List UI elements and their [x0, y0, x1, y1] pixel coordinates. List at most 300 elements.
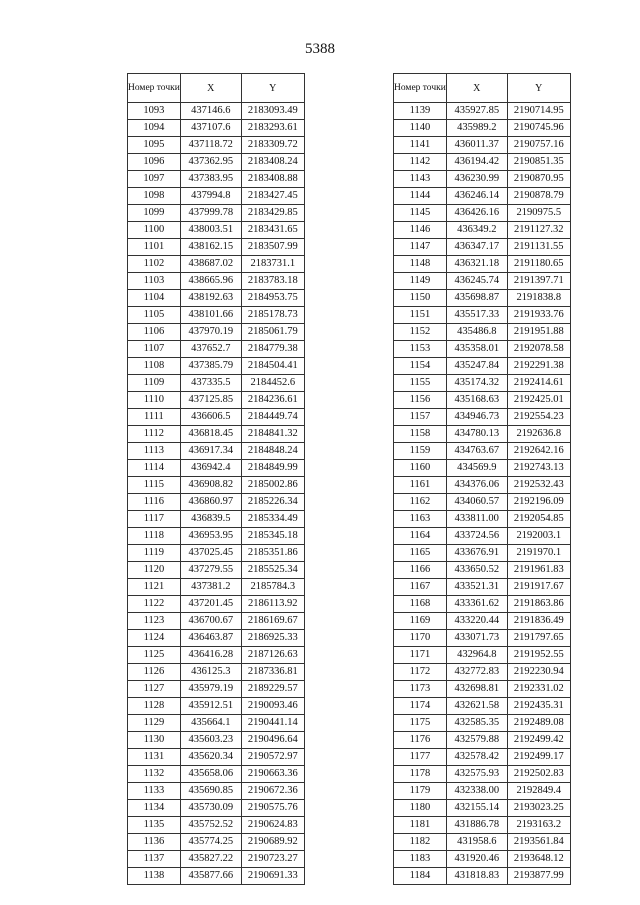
- cell-y: 2192554.23: [507, 409, 570, 426]
- cell-point-number: 1166: [394, 562, 447, 579]
- cell-y: 2193648.12: [507, 851, 570, 868]
- cell-x: 433811.00: [446, 511, 507, 528]
- cell-x: 436860.97: [180, 494, 241, 511]
- cell-point-number: 1152: [394, 324, 447, 341]
- table-header-row: [394, 74, 571, 103]
- cell-x: 437025.45: [180, 545, 241, 562]
- cell-y: 2191397.71: [507, 273, 570, 290]
- cell-y: 2187336.81: [241, 664, 304, 681]
- cell-y: 2191797.65: [507, 630, 570, 647]
- cell-y: 2183507.99: [241, 239, 304, 256]
- cell-x: 435168.63: [446, 392, 507, 409]
- cell-point-number: 1126: [128, 664, 181, 681]
- cell-y: 2190575.76: [241, 800, 304, 817]
- table-row: [394, 477, 571, 494]
- cell-point-number: 1136: [128, 834, 181, 851]
- cell-y: 2183783.18: [241, 273, 304, 290]
- table-row: [128, 579, 305, 596]
- cell-y: 2190851.35: [507, 154, 570, 171]
- cell-x: 436426.16: [446, 205, 507, 222]
- cell-y: 2184236.61: [241, 392, 304, 409]
- cell-x: 435247.84: [446, 358, 507, 375]
- table-row: [394, 443, 571, 460]
- table-row: [394, 817, 571, 834]
- cell-y: 2184848.24: [241, 443, 304, 460]
- cell-point-number: 1143: [394, 171, 447, 188]
- cell-point-number: 1157: [394, 409, 447, 426]
- cell-x: 432964.8: [446, 647, 507, 664]
- cell-x: 436321.18: [446, 256, 507, 273]
- table-row: [128, 239, 305, 256]
- cell-point-number: 1153: [394, 341, 447, 358]
- table-row: [394, 783, 571, 800]
- cell-x: 437107.6: [180, 120, 241, 137]
- table-row: [394, 426, 571, 443]
- cell-x: 435730.09: [180, 800, 241, 817]
- cell-y: 2193561.84: [507, 834, 570, 851]
- table-row: [394, 511, 571, 528]
- cell-y: 2192502.83: [507, 766, 570, 783]
- header-x: X: [446, 74, 507, 103]
- cell-point-number: 1174: [394, 698, 447, 715]
- cell-point-number: 1108: [128, 358, 181, 375]
- cell-point-number: 1142: [394, 154, 447, 171]
- table-row: [394, 137, 571, 154]
- table-row: [394, 681, 571, 698]
- cell-point-number: 1099: [128, 205, 181, 222]
- cell-y: 2183408.88: [241, 171, 304, 188]
- cell-y: 2191970.1: [507, 545, 570, 562]
- cell-x: 436230.99: [446, 171, 507, 188]
- table-header-row: [128, 74, 305, 103]
- table-row: [128, 205, 305, 222]
- table-row: [394, 171, 571, 188]
- cell-point-number: 1138: [128, 868, 181, 885]
- table-row: [128, 222, 305, 239]
- cell-y: 2183293.61: [241, 120, 304, 137]
- cell-y: 2190441.14: [241, 715, 304, 732]
- table-row: [394, 290, 571, 307]
- table-row: [128, 120, 305, 137]
- table-row: [394, 154, 571, 171]
- cell-x: 436246.14: [446, 188, 507, 205]
- cell-point-number: 1127: [128, 681, 181, 698]
- cell-x: 437146.6: [180, 103, 241, 120]
- cell-point-number: 1106: [128, 324, 181, 341]
- table-row: [128, 834, 305, 851]
- cell-y: 2192532.43: [507, 477, 570, 494]
- cell-point-number: 1128: [128, 698, 181, 715]
- cell-point-number: 1115: [128, 477, 181, 494]
- cell-point-number: 1116: [128, 494, 181, 511]
- cell-point-number: 1112: [128, 426, 181, 443]
- cell-x: 437383.95: [180, 171, 241, 188]
- cell-point-number: 1158: [394, 426, 447, 443]
- table-row: [128, 443, 305, 460]
- cell-y: 2190975.5: [507, 205, 570, 222]
- table-row: [394, 868, 571, 885]
- cell-y: 2184504.41: [241, 358, 304, 375]
- cell-x: 436953.95: [180, 528, 241, 545]
- table-row: [128, 188, 305, 205]
- cell-x: 432155.14: [446, 800, 507, 817]
- header-point-number: Номер точки: [394, 74, 447, 103]
- cell-point-number: 1104: [128, 290, 181, 307]
- cell-y: 2186113.92: [241, 596, 304, 613]
- cell-x: 435690.85: [180, 783, 241, 800]
- cell-x: 436917.34: [180, 443, 241, 460]
- cell-y: 2191836.49: [507, 613, 570, 630]
- table-body-left: [128, 103, 305, 885]
- cell-y: 2185334.49: [241, 511, 304, 528]
- cell-x: 438003.51: [180, 222, 241, 239]
- table-row: [394, 307, 571, 324]
- cell-point-number: 1144: [394, 188, 447, 205]
- cell-point-number: 1109: [128, 375, 181, 392]
- table-row: [128, 494, 305, 511]
- cell-y: 2185002.86: [241, 477, 304, 494]
- cell-y: 2191838.8: [507, 290, 570, 307]
- cell-y: 2185061.79: [241, 324, 304, 341]
- table-row: [394, 409, 571, 426]
- cell-y: 2192331.02: [507, 681, 570, 698]
- cell-point-number: 1171: [394, 647, 447, 664]
- cell-y: 2192078.58: [507, 341, 570, 358]
- table-row: [128, 375, 305, 392]
- cell-x: 437999.78: [180, 205, 241, 222]
- cell-point-number: 1160: [394, 460, 447, 477]
- cell-y: 2183731.1: [241, 256, 304, 273]
- table-row: [128, 256, 305, 273]
- table-row: [394, 715, 571, 732]
- cell-x: 437652.7: [180, 341, 241, 358]
- cell-point-number: 1162: [394, 494, 447, 511]
- cell-x: 438192.63: [180, 290, 241, 307]
- cell-y: 2185351.86: [241, 545, 304, 562]
- cell-y: 2183309.72: [241, 137, 304, 154]
- cell-y: 2184841.32: [241, 426, 304, 443]
- cell-point-number: 1179: [394, 783, 447, 800]
- table-row: [128, 715, 305, 732]
- cell-point-number: 1123: [128, 613, 181, 630]
- table-row: [128, 171, 305, 188]
- cell-x: 431886.78: [446, 817, 507, 834]
- cell-x: 436245.74: [446, 273, 507, 290]
- page-number: 5388: [305, 41, 335, 57]
- cell-point-number: 1161: [394, 477, 447, 494]
- table-row: [128, 698, 305, 715]
- cell-point-number: 1117: [128, 511, 181, 528]
- cell-y: 2190663.36: [241, 766, 304, 783]
- table-row: [394, 460, 571, 477]
- cell-x: 435603.23: [180, 732, 241, 749]
- cell-y: 2190672.36: [241, 783, 304, 800]
- table-row: [394, 103, 571, 120]
- cell-point-number: 1111: [128, 409, 181, 426]
- table-row: [394, 375, 571, 392]
- cell-y: 2192230.94: [507, 664, 570, 681]
- table-row: [394, 341, 571, 358]
- cell-y: 2191961.83: [507, 562, 570, 579]
- cell-y: 2192414.61: [507, 375, 570, 392]
- table-row: [128, 868, 305, 885]
- cell-y: 2185784.3: [241, 579, 304, 596]
- table-row: [128, 562, 305, 579]
- cell-point-number: 1184: [394, 868, 447, 885]
- cell-point-number: 1105: [128, 307, 181, 324]
- cell-x: 435877.66: [180, 868, 241, 885]
- cell-point-number: 1132: [128, 766, 181, 783]
- cell-point-number: 1149: [394, 273, 447, 290]
- table-row: [128, 103, 305, 120]
- cell-x: 435827.22: [180, 851, 241, 868]
- table-row: [128, 817, 305, 834]
- cell-y: 2192425.01: [507, 392, 570, 409]
- cell-point-number: 1170: [394, 630, 447, 647]
- table-row: [128, 290, 305, 307]
- cell-y: 2183093.49: [241, 103, 304, 120]
- cell-x: 438101.66: [180, 307, 241, 324]
- table-row: [128, 528, 305, 545]
- table-row: [128, 307, 305, 324]
- table-row: [128, 630, 305, 647]
- cell-y: 2190878.79: [507, 188, 570, 205]
- cell-x: 435486.8: [446, 324, 507, 341]
- cell-point-number: 1131: [128, 749, 181, 766]
- cell-y: 2190714.95: [507, 103, 570, 120]
- cell-y: 2193023.25: [507, 800, 570, 817]
- table-row: [128, 154, 305, 171]
- cell-x: 436347.17: [446, 239, 507, 256]
- table-row: [394, 647, 571, 664]
- cell-y: 2184449.74: [241, 409, 304, 426]
- cell-y: 2191952.55: [507, 647, 570, 664]
- cell-y: 2183429.85: [241, 205, 304, 222]
- cell-point-number: 1146: [394, 222, 447, 239]
- cell-y: 2191951.88: [507, 324, 570, 341]
- cell-y: 2190496.64: [241, 732, 304, 749]
- cell-y: 2183408.24: [241, 154, 304, 171]
- cell-x: 437335.5: [180, 375, 241, 392]
- cell-x: 435698.87: [446, 290, 507, 307]
- cell-x: 435358.01: [446, 341, 507, 358]
- cell-point-number: 1172: [394, 664, 447, 681]
- cell-point-number: 1134: [128, 800, 181, 817]
- header-y: Y: [507, 74, 570, 103]
- table-row: [128, 766, 305, 783]
- table-row: [128, 596, 305, 613]
- cell-point-number: 1102: [128, 256, 181, 273]
- coordinates-table-left: [127, 73, 305, 885]
- cell-x: 433650.52: [446, 562, 507, 579]
- cell-y: 2193877.99: [507, 868, 570, 885]
- cell-point-number: 1175: [394, 715, 447, 732]
- cell-point-number: 1107: [128, 341, 181, 358]
- cell-point-number: 1095: [128, 137, 181, 154]
- table-row: [394, 188, 571, 205]
- cell-point-number: 1180: [394, 800, 447, 817]
- table-row: [394, 273, 571, 290]
- cell-point-number: 1121: [128, 579, 181, 596]
- cell-point-number: 1103: [128, 273, 181, 290]
- cell-x: 438665.96: [180, 273, 241, 290]
- cell-x: 437125.85: [180, 392, 241, 409]
- cell-y: 2192291.38: [507, 358, 570, 375]
- header-x: X: [180, 74, 241, 103]
- cell-x: 436349.2: [446, 222, 507, 239]
- table-row: [128, 137, 305, 154]
- cell-x: 435979.19: [180, 681, 241, 698]
- header-point-number: Номер точки: [128, 74, 181, 103]
- cell-point-number: 1155: [394, 375, 447, 392]
- table-row: [394, 392, 571, 409]
- table-row: [394, 324, 571, 341]
- cell-y: 2192054.85: [507, 511, 570, 528]
- cell-y: 2191131.55: [507, 239, 570, 256]
- table-row: [394, 800, 571, 817]
- table-row: [394, 851, 571, 868]
- cell-point-number: 1124: [128, 630, 181, 647]
- table-row: [394, 732, 571, 749]
- cell-point-number: 1114: [128, 460, 181, 477]
- cell-y: 2191127.32: [507, 222, 570, 239]
- cell-point-number: 1094: [128, 120, 181, 137]
- cell-y: 2189229.57: [241, 681, 304, 698]
- header-y: Y: [241, 74, 304, 103]
- cell-y: 2186925.33: [241, 630, 304, 647]
- cell-x: 436606.5: [180, 409, 241, 426]
- cell-point-number: 1148: [394, 256, 447, 273]
- table-row: [128, 681, 305, 698]
- cell-x: 432698.81: [446, 681, 507, 698]
- cell-y: 2192196.09: [507, 494, 570, 511]
- cell-x: 431920.46: [446, 851, 507, 868]
- cell-x: 435517.33: [446, 307, 507, 324]
- cell-y: 2183427.45: [241, 188, 304, 205]
- cell-point-number: 1163: [394, 511, 447, 528]
- table-row: [128, 511, 305, 528]
- cell-x: 437279.55: [180, 562, 241, 579]
- table-row: [394, 256, 571, 273]
- cell-x: 435927.85: [446, 103, 507, 120]
- cell-x: 437381.2: [180, 579, 241, 596]
- cell-point-number: 1164: [394, 528, 447, 545]
- cell-point-number: 1096: [128, 154, 181, 171]
- cell-x: 436125.3: [180, 664, 241, 681]
- table-row: [394, 239, 571, 256]
- cell-x: 436818.45: [180, 426, 241, 443]
- table-row: [394, 766, 571, 783]
- cell-point-number: 1119: [128, 545, 181, 562]
- table-row: [394, 562, 571, 579]
- cell-point-number: 1101: [128, 239, 181, 256]
- cell-x: 432621.58: [446, 698, 507, 715]
- cell-point-number: 1097: [128, 171, 181, 188]
- table-row: [394, 579, 571, 596]
- table-row: [394, 749, 571, 766]
- cell-y: 2191917.67: [507, 579, 570, 596]
- cell-y: 2192435.31: [507, 698, 570, 715]
- cell-y: 2185345.18: [241, 528, 304, 545]
- table-row: [128, 732, 305, 749]
- cell-x: 435620.34: [180, 749, 241, 766]
- cell-x: 433521.31: [446, 579, 507, 596]
- cell-y: 2190745.96: [507, 120, 570, 137]
- cell-x: 432772.83: [446, 664, 507, 681]
- table-row: [394, 205, 571, 222]
- cell-point-number: 1147: [394, 239, 447, 256]
- cell-x: 438162.15: [180, 239, 241, 256]
- cell-y: 2183431.65: [241, 222, 304, 239]
- cell-x: 432578.42: [446, 749, 507, 766]
- cell-x: 437994.8: [180, 188, 241, 205]
- cell-x: 436942.4: [180, 460, 241, 477]
- table-row: [394, 120, 571, 137]
- cell-y: 2190689.92: [241, 834, 304, 851]
- table-row: [394, 834, 571, 851]
- cell-x: 435989.2: [446, 120, 507, 137]
- cell-x: 436011.37: [446, 137, 507, 154]
- cell-y: 2192499.42: [507, 732, 570, 749]
- cell-x: 436700.67: [180, 613, 241, 630]
- cell-y: 2192636.8: [507, 426, 570, 443]
- cell-y: 2185178.73: [241, 307, 304, 324]
- cell-x: 431958.6: [446, 834, 507, 851]
- cell-x: 436463.87: [180, 630, 241, 647]
- cell-point-number: 1167: [394, 579, 447, 596]
- cell-y: 2190757.16: [507, 137, 570, 154]
- cell-y: 2192489.08: [507, 715, 570, 732]
- cell-y: 2190723.27: [241, 851, 304, 868]
- cell-y: 2190093.46: [241, 698, 304, 715]
- cell-x: 435752.52: [180, 817, 241, 834]
- table-row: [128, 851, 305, 868]
- cell-point-number: 1150: [394, 290, 447, 307]
- cell-y: 2184849.99: [241, 460, 304, 477]
- cell-x: 437970.19: [180, 324, 241, 341]
- cell-y: 2191933.76: [507, 307, 570, 324]
- cell-point-number: 1183: [394, 851, 447, 868]
- cell-point-number: 1154: [394, 358, 447, 375]
- cell-x: 436194.42: [446, 154, 507, 171]
- cell-point-number: 1176: [394, 732, 447, 749]
- cell-point-number: 1118: [128, 528, 181, 545]
- cell-point-number: 1139: [394, 103, 447, 120]
- cell-point-number: 1177: [394, 749, 447, 766]
- table-row: [394, 596, 571, 613]
- cell-point-number: 1125: [128, 647, 181, 664]
- cell-x: 436416.28: [180, 647, 241, 664]
- cell-point-number: 1120: [128, 562, 181, 579]
- cell-point-number: 1178: [394, 766, 447, 783]
- cell-point-number: 1173: [394, 681, 447, 698]
- cell-y: 2184452.6: [241, 375, 304, 392]
- cell-x: 436908.82: [180, 477, 241, 494]
- cell-y: 2186169.67: [241, 613, 304, 630]
- cell-point-number: 1130: [128, 732, 181, 749]
- table-row: [128, 409, 305, 426]
- cell-y: 2190624.83: [241, 817, 304, 834]
- cell-point-number: 1133: [128, 783, 181, 800]
- cell-x: 437362.95: [180, 154, 241, 171]
- table-row: [128, 426, 305, 443]
- cell-y: 2192499.17: [507, 749, 570, 766]
- cell-y: 2190572.97: [241, 749, 304, 766]
- cell-point-number: 1098: [128, 188, 181, 205]
- cell-x: 434763.67: [446, 443, 507, 460]
- cell-x: 435664.1: [180, 715, 241, 732]
- table-body-right: [394, 103, 571, 885]
